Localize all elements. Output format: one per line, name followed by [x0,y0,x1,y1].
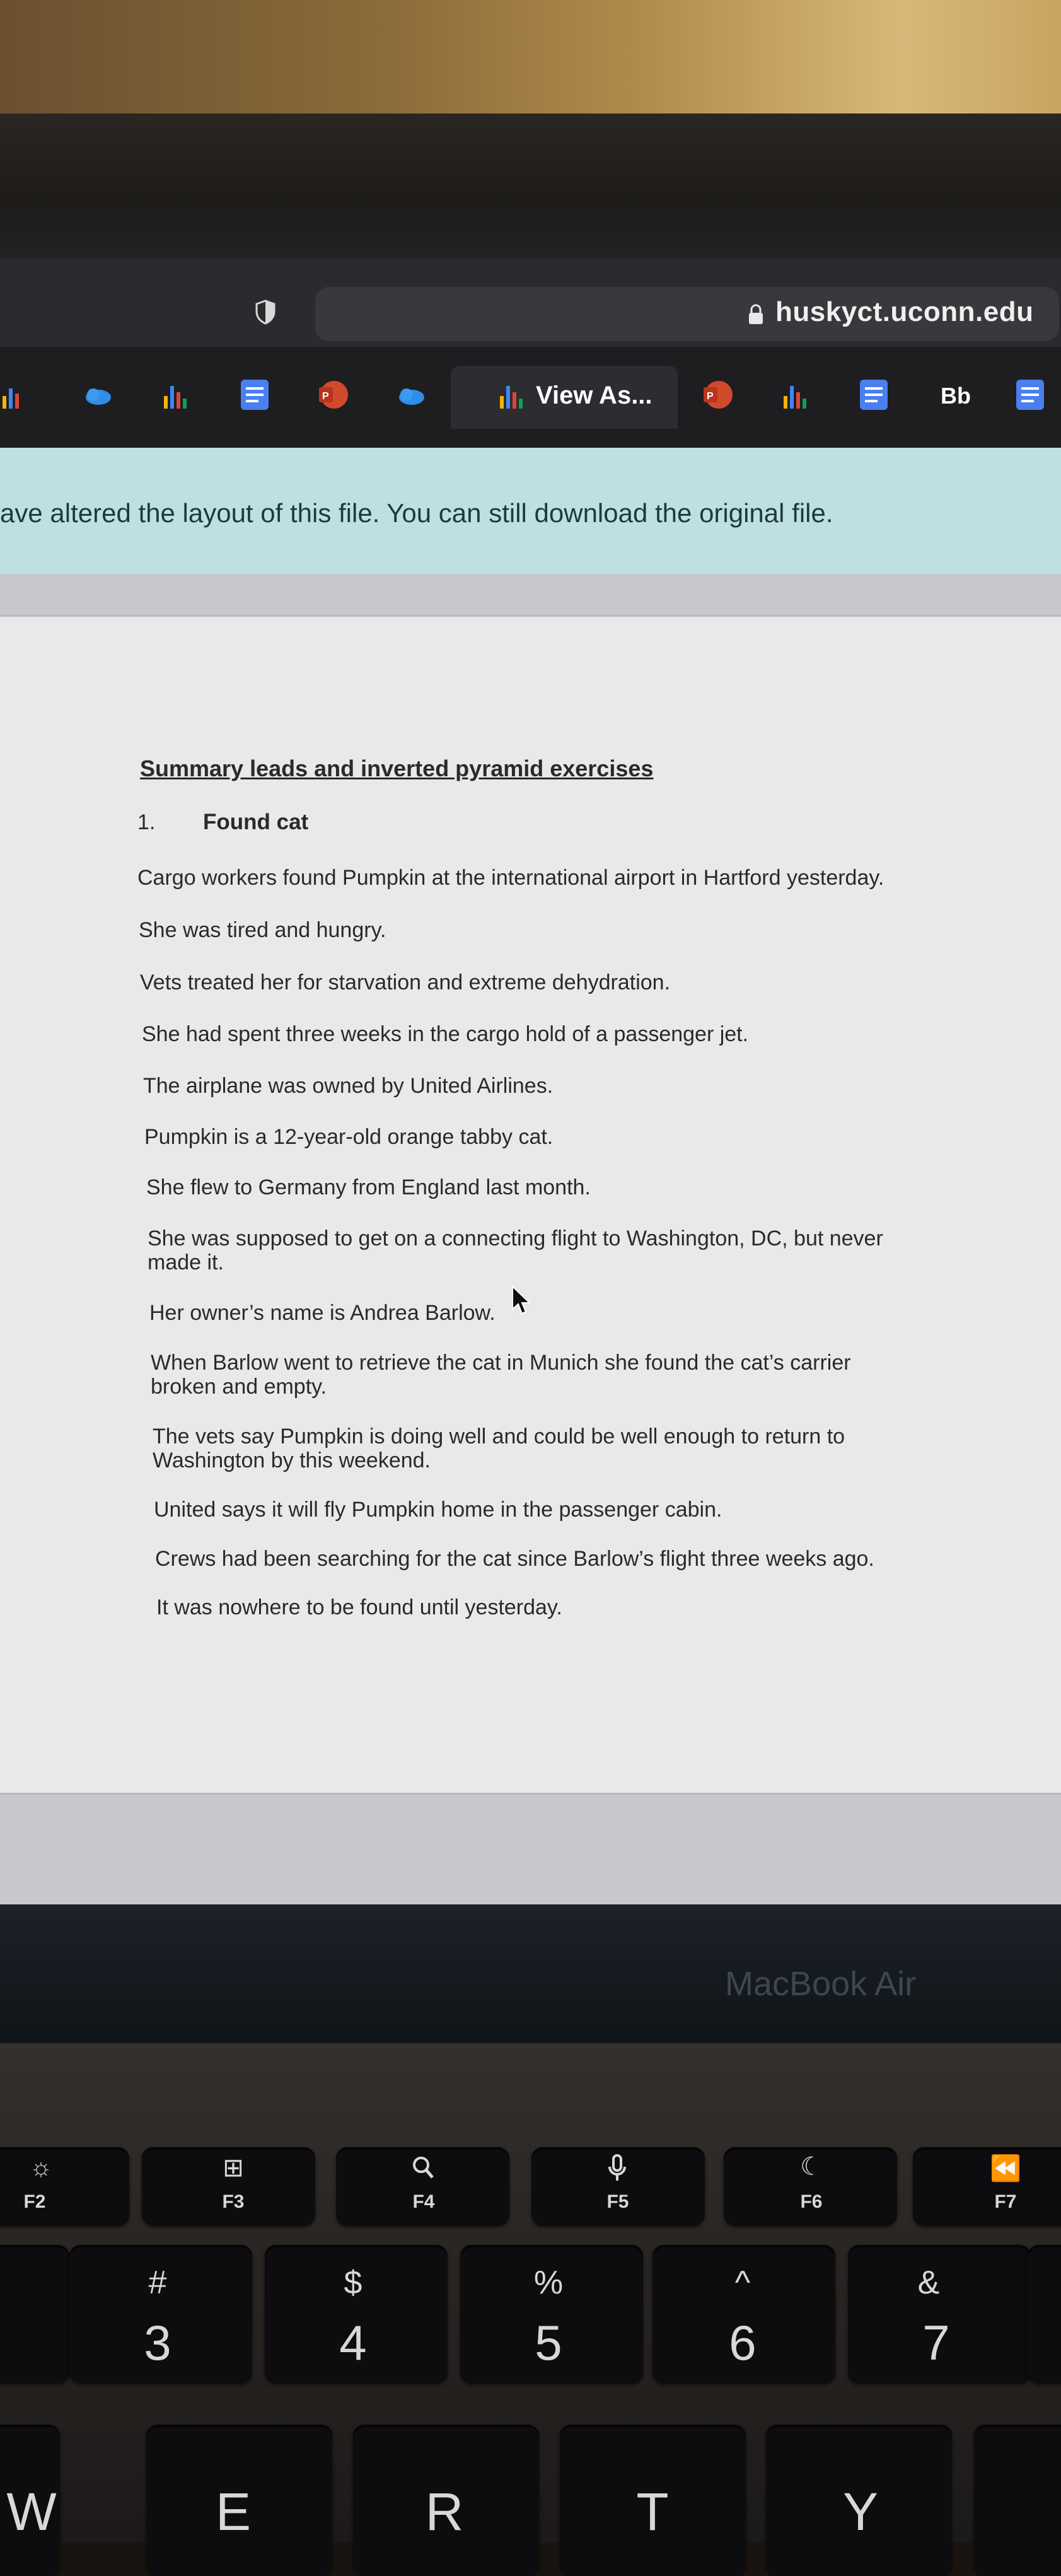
key-f2-label: F2 [23,2191,46,2212]
shield-icon[interactable] [255,300,276,325]
list-number: 1. [137,810,156,834]
tab-blackboard[interactable]: Bb [941,383,971,409]
document-line: Cargo workers found Pumpkin at the international airport in Hartford yesterday. [137,866,884,890]
key-u[interactable] [974,2425,1061,2576]
key-w-letter: W [6,2482,57,2541]
chart-icon[interactable] [779,378,811,411]
cloud-icon[interactable] [394,378,427,411]
document-line: She was supposed to get on a connecting flight to Washington, DC, but never made it. [148,1227,883,1274]
doc-icon[interactable] [857,378,890,411]
key-r-letter: R [425,2482,464,2541]
brand-label: MacBook Air [725,1965,917,2003]
cloud-icon[interactable] [81,378,113,411]
microphone-icon [606,2154,628,2182]
svg-text:P: P [707,391,714,402]
lock-icon [747,304,765,325]
key-7-number: 7 [922,2315,950,2370]
key-3-number: 3 [144,2315,171,2370]
document-line: United says it will fly Pumpkin home in the passenger cabin. [154,1498,722,1522]
document-heading: Summary leads and inverted pyramid exercises [140,755,654,781]
key-e-letter: E [215,2482,252,2541]
document-line: She had spent three weeks in the cargo hold of a passenger jet. [142,1022,749,1046]
key-f2[interactable] [0,2147,129,2226]
key-f3-label: F3 [222,2191,245,2212]
powerpoint-icon[interactable] [316,378,349,411]
document-line: Vets treated her for starvation and extreme dehydration. [140,970,671,994]
brightness-icon: ☼ [29,2153,53,2181]
document-line: When Barlow went to retrieve the cat in Munich she found the cat’s carrier broken and empty. [151,1351,851,1399]
document-line: The vets say Pumpkin is doing well and could be well enough to return to Washington by this weekend. [153,1425,845,1472]
key-4-number: 4 [339,2315,367,2370]
document-line: It was nowhere to be found until yesterday. [156,1595,562,1619]
list-item-title: Found cat [203,810,309,834]
document-line: Pumpkin is a 12-year-old orange tabby cat. [144,1125,554,1149]
tab-label[interactable]: View As... [536,382,652,409]
mission-control-icon: ⊞ [223,2154,244,2182]
key-8[interactable] [1028,2245,1061,2384]
key-2[interactable] [0,2245,69,2384]
key-6-number: 6 [729,2315,757,2370]
key-f6-label: F6 [800,2191,823,2212]
doc-icon[interactable] [1014,378,1047,411]
key-t-letter: T [636,2482,669,2541]
chart-icon[interactable] [495,378,528,411]
key-f4-label: F4 [412,2191,435,2212]
document-line: She was tired and hungry. [139,918,386,942]
key-f7-label: F7 [994,2191,1017,2212]
document-line: Her owner’s name is Andrea Barlow. [149,1301,496,1325]
key-y-letter: Y [842,2482,879,2541]
key-6-symbol: ^ [734,2264,751,2301]
chart-icon[interactable] [0,378,33,411]
moon-icon: ☾ [800,2153,823,2181]
search-icon [412,2155,434,2181]
key-4-symbol: $ [344,2264,362,2301]
rewind-icon: ⏪ [990,2155,1021,2183]
doc-icon[interactable] [238,378,271,411]
chart-icon[interactable] [159,378,192,411]
document-line: Crews had been searching for the cat since Barlow’s flight three weeks ago. [155,1547,874,1571]
document-line: She flew to Germany from England last month. [146,1175,591,1199]
mouse-pointer-icon [511,1285,532,1317]
key-5-number: 5 [535,2315,562,2370]
notice-banner-text: ave altered the layout of this file. You can still download the original file. [0,498,833,528]
url-text[interactable]: huskyct.uconn.edu [775,296,1034,327]
key-7-symbol: & [917,2264,940,2301]
key-5-symbol: % [533,2264,564,2301]
document-line: The airplane was owned by United Airlines. [143,1074,554,1098]
screen-bezel [0,114,1061,259]
background-photo [0,0,1061,120]
key-3-symbol: # [148,2264,167,2301]
powerpoint-icon[interactable] [701,378,734,411]
svg-text:P: P [322,391,329,402]
key-f5-label: F5 [606,2191,629,2212]
